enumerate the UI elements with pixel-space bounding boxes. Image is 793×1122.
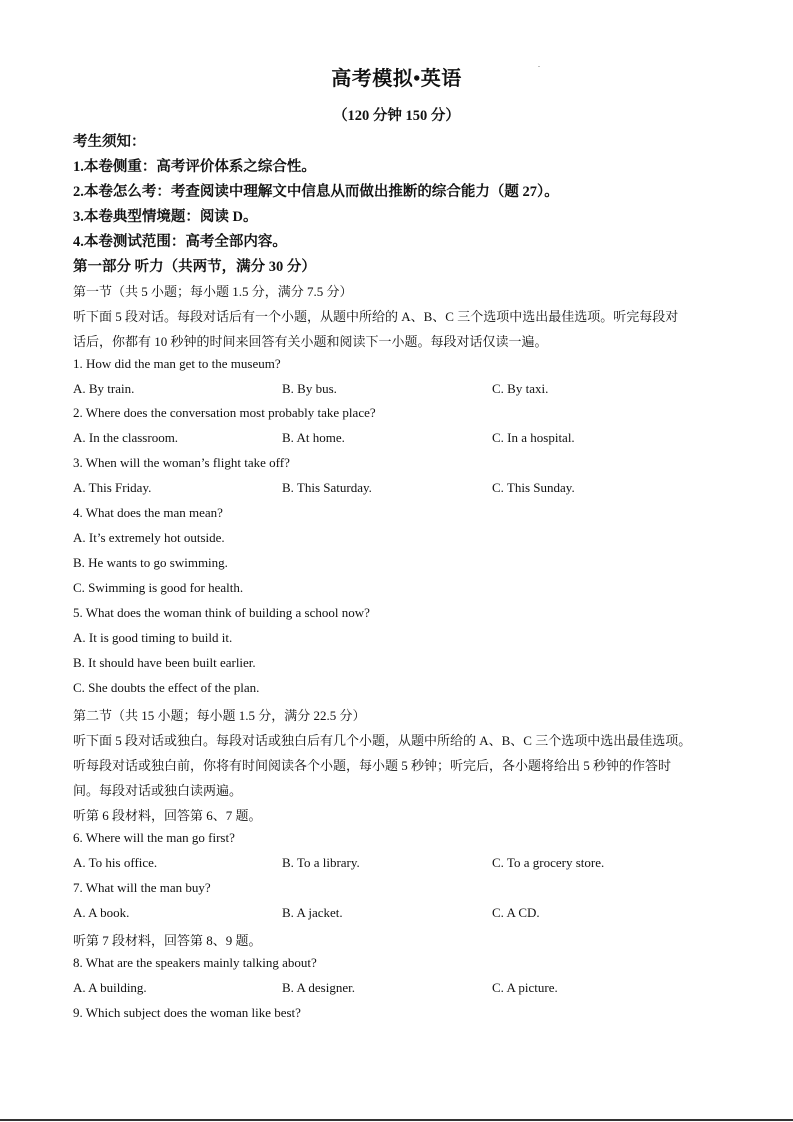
option-c: C. She doubts the effect of the plan. — [73, 680, 260, 695]
option-c: C. In a hospital. — [492, 430, 575, 445]
option-a: A. This Friday. — [73, 480, 152, 495]
notice-item: 2.本卷怎么考：考查阅读中理解文中信息从而做出推断的综合能力（题 27）。 — [73, 184, 559, 200]
option-a: A. In the classroom. — [73, 430, 179, 445]
notice-item: 1.本卷侧重：高考评价体系之综合性。 — [73, 159, 316, 175]
page-title: 高考模拟•英语 — [331, 68, 462, 90]
question-stem: 6. Where will the man go first? — [73, 830, 235, 845]
option-a: A. By train. — [73, 381, 135, 396]
option-b: B. To a library. — [282, 855, 360, 870]
page-bottom-rule — [0, 1119, 793, 1121]
option-c: C. Swimming is good for health. — [73, 580, 244, 595]
option-a: A. It is good timing to build it. — [73, 630, 233, 645]
section2-instructions: 听每段对话或独白前，你将有时间阅读各个小题，每小题 5 秒钟；听完后，各小题将给出 5 秒钟的作答时 — [73, 758, 672, 773]
option-a: A. It’s extremely hot outside. — [73, 530, 225, 545]
notice-heading: 考生须知： — [73, 134, 146, 150]
stray-mark: . — [538, 60, 540, 69]
option-a: A. To his office. — [73, 855, 158, 870]
option-c: C. A CD. — [492, 905, 540, 920]
question-stem: 1. How did the man get to the museum? — [73, 356, 281, 371]
option-c: C. This Sunday. — [492, 480, 575, 495]
material-note: 听第 6 段材料，回答第 6、7 题。 — [73, 808, 262, 823]
option-b: B. By bus. — [282, 381, 337, 396]
option-b: B. A jacket. — [282, 905, 343, 920]
option-b: B. A designer. — [282, 980, 355, 995]
question-stem: 4. What does the man mean? — [73, 505, 223, 520]
question-stem: 2. Where does the conversation most probably take place? — [73, 405, 376, 420]
page-subtitle: （120 分钟 150 分） — [333, 108, 460, 124]
section1-instructions: 话后，你都有 10 秒钟的时间来回答有关小题和阅读下一小题。每段对话仅读一遍。 — [73, 334, 548, 349]
option-c: C. To a grocery store. — [492, 855, 605, 870]
option-b: B. This Saturday. — [282, 480, 372, 495]
section2-instructions: 听下面 5 段对话或独白。每段对话或独白后有几个小题，从题中所给的 A、B、C 三个选项中选出最佳选项。 — [73, 733, 692, 748]
section1-heading: 第一节（共 5 小题；每小题 1.5 分，满分 7.5 分） — [73, 284, 353, 299]
section2-heading: 第二节（共 15 小题；每小题 1.5 分，满分 22.5 分） — [73, 708, 366, 723]
question-stem: 7. What will the man buy? — [73, 880, 211, 895]
option-a: A. A book. — [73, 905, 130, 920]
material-note: 听第 7 段材料，回答第 8、9 题。 — [73, 933, 262, 948]
option-a: A. A building. — [73, 980, 147, 995]
section2-instructions: 间。每段对话或独白读两遍。 — [73, 783, 243, 798]
option-b: B. He wants to go swimming. — [73, 555, 228, 570]
option-c: C. By taxi. — [492, 381, 549, 396]
question-stem: 8. What are the speakers mainly talking about? — [73, 955, 317, 970]
question-stem: 3. When will the woman’s flight take off? — [73, 455, 290, 470]
notice-item: 4.本卷测试范围：高考全部内容。 — [73, 234, 287, 250]
option-b: B. It should have been built earlier. — [73, 655, 256, 670]
question-stem: 5. What does the woman think of building a school now? — [73, 605, 370, 620]
notice-item: 3.本卷典型情境题：阅读 D。 — [73, 209, 258, 225]
part1-heading: 第一部分 听力（共两节，满分 30 分） — [73, 259, 316, 275]
question-stem: 9. Which subject does the woman like best? — [73, 1005, 301, 1020]
section1-instructions: 听下面 5 段对话。每段对话后有一个小题，从题中所给的 A、B、C 三个选项中选出最佳选项。听完每段对 — [73, 309, 679, 324]
option-c: C. A picture. — [492, 980, 558, 995]
option-b: B. At home. — [282, 430, 345, 445]
